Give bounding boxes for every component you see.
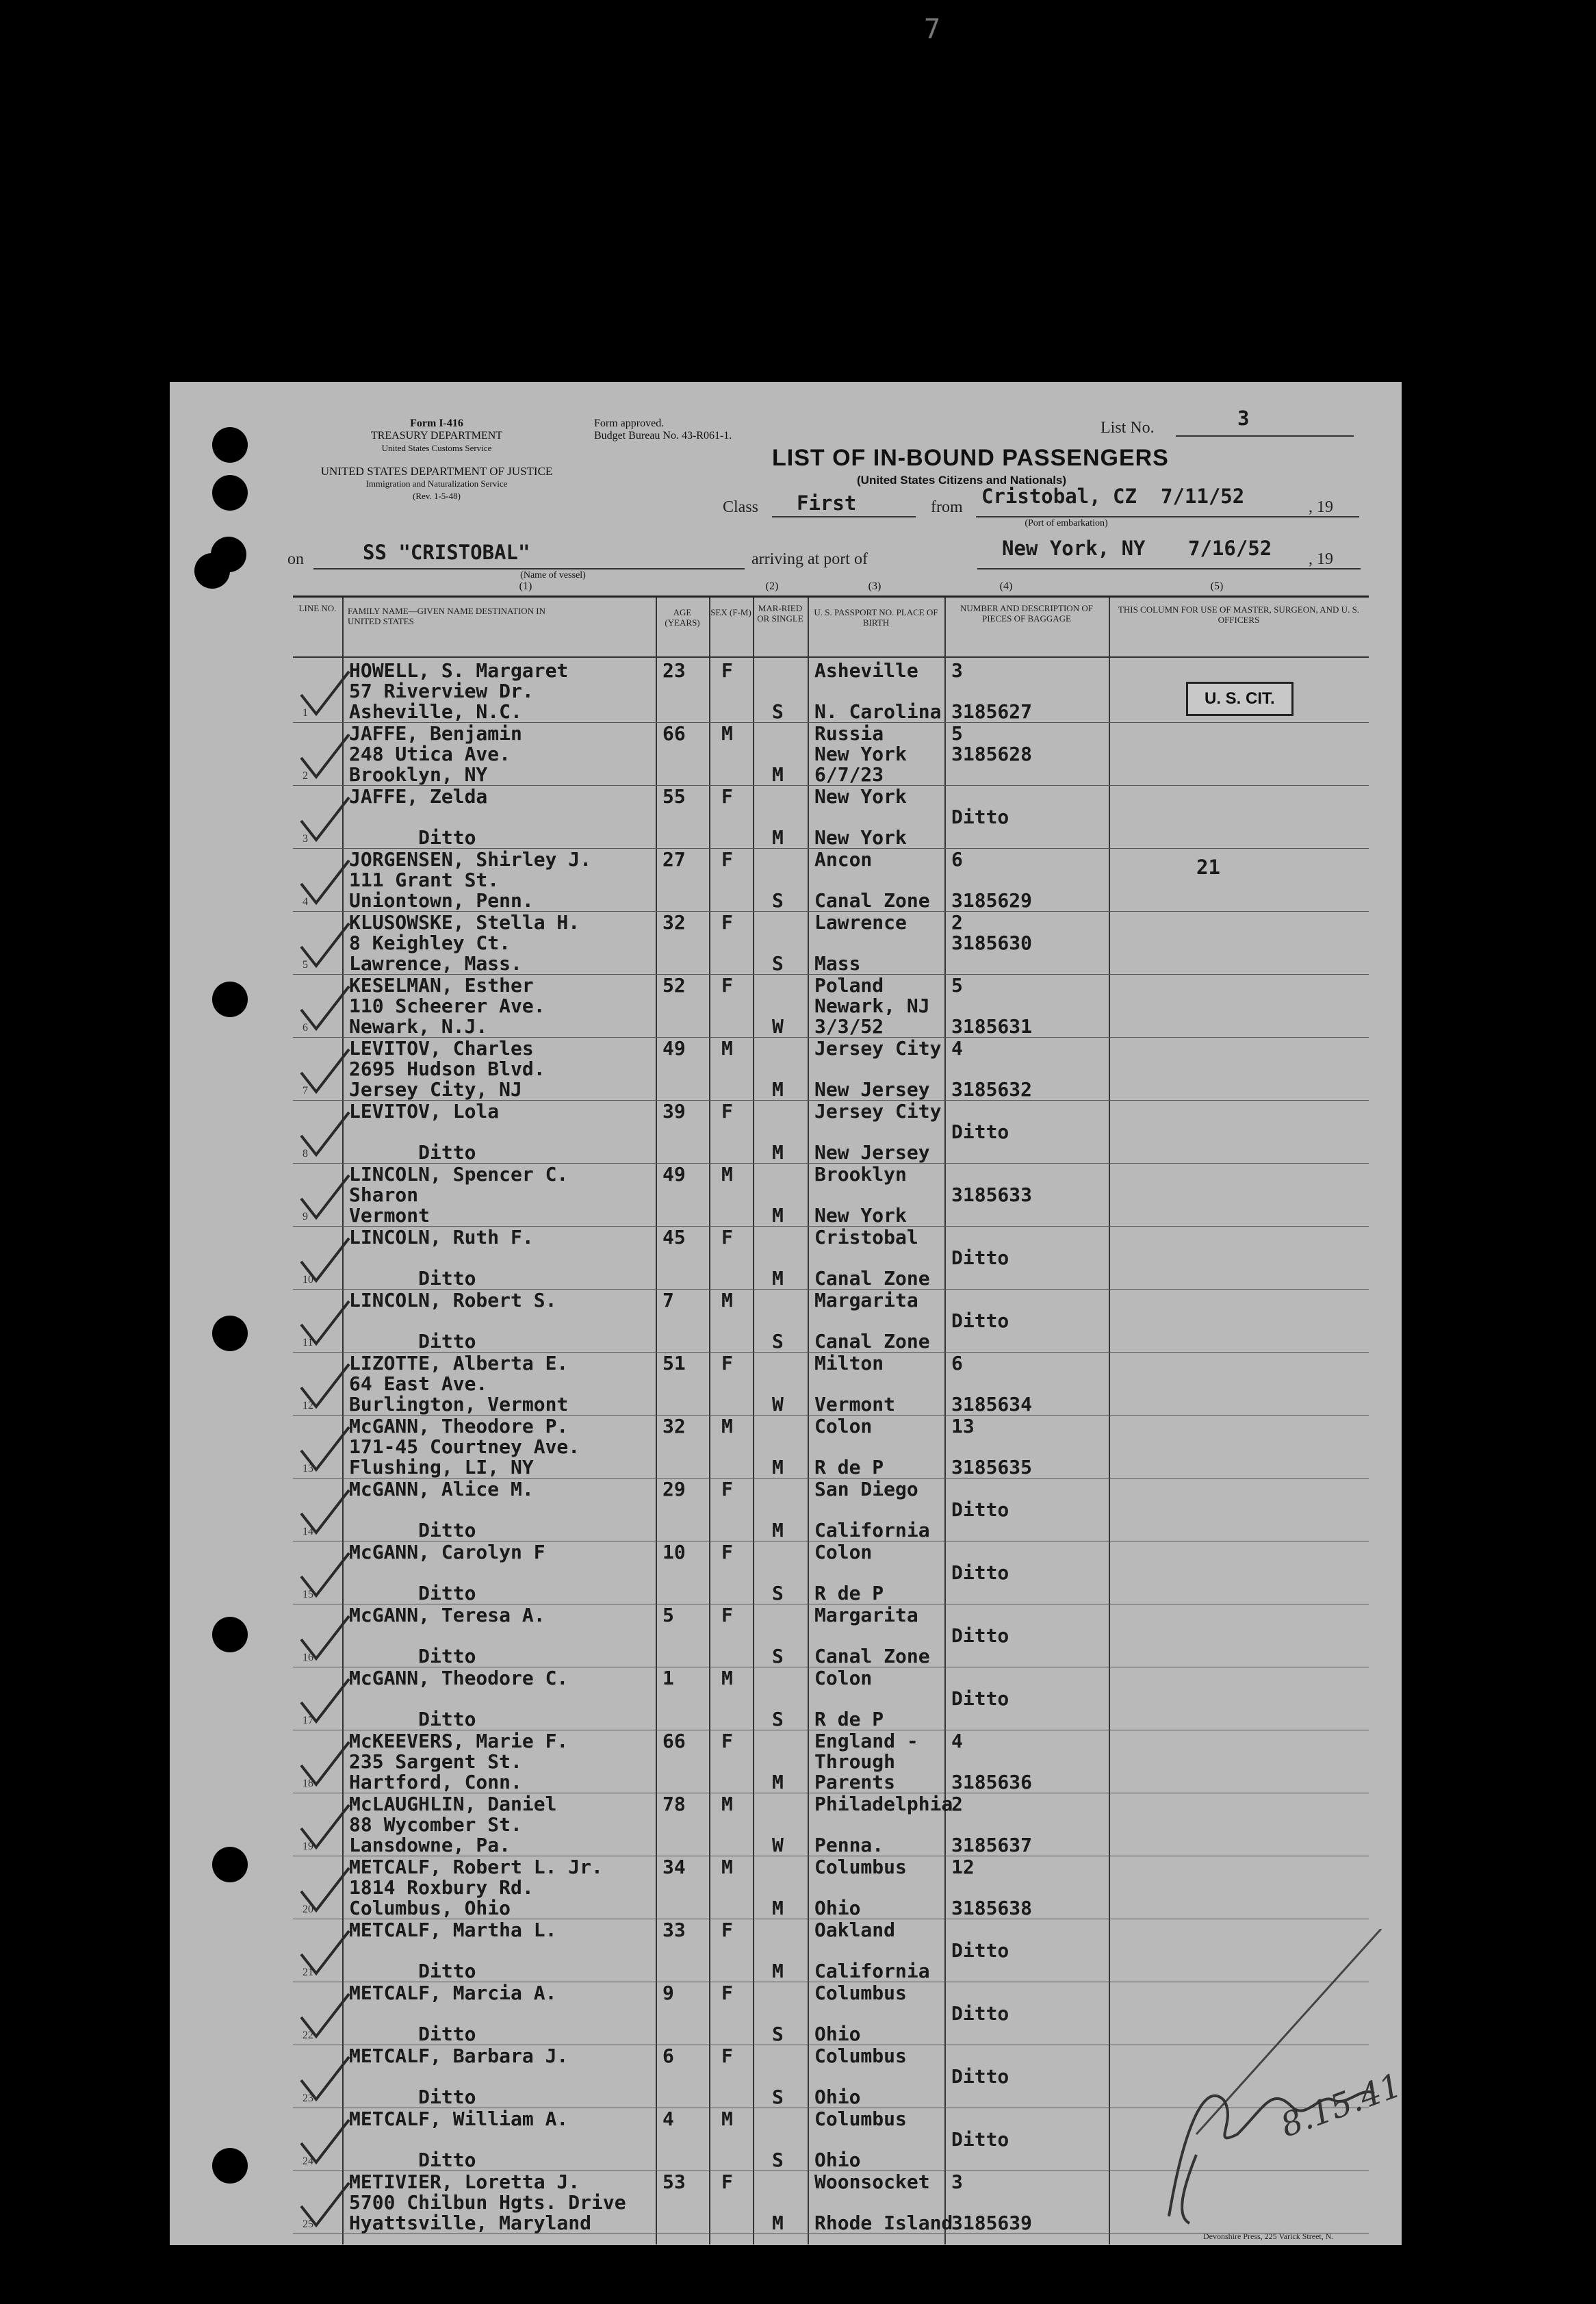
vessel-name: SS "CRISTOBAL" bbox=[363, 541, 530, 564]
passenger-age: 33 bbox=[662, 1919, 686, 1941]
place-of-birth: Cristobal Canal Zone bbox=[814, 1226, 930, 1290]
check-mark-icon bbox=[297, 665, 350, 718]
passenger-sex: M bbox=[721, 1667, 733, 1689]
passenger-manifest-sheet bbox=[170, 382, 1407, 2245]
passenger-name: JAFFE, Benjamin 248 Utica Ave. Brooklyn, NY bbox=[349, 722, 522, 786]
passenger-age: 10 bbox=[662, 1541, 686, 1563]
line-number: 18 bbox=[303, 1778, 313, 1789]
form-approved: Form approved. bbox=[594, 418, 665, 429]
passenger-name: METIVIER, Loretta J. 5700 Chilbun Hgts. Drive Hyattsville, Maryland bbox=[349, 2171, 626, 2234]
passenger-age: 49 bbox=[662, 1037, 686, 1060]
place-of-birth: Jersey City New Jersey bbox=[814, 1037, 942, 1101]
line-number: 8 bbox=[303, 1148, 308, 1160]
line-number: 17 bbox=[303, 1715, 313, 1726]
passenger-age: 6 bbox=[662, 2045, 674, 2067]
from-label: from bbox=[931, 498, 963, 516]
place-of-birth: Columbus Ohio bbox=[814, 2108, 907, 2171]
list-number: 3 bbox=[1237, 407, 1250, 430]
line-number: 9 bbox=[303, 1211, 308, 1223]
check-mark-icon bbox=[297, 791, 350, 844]
passenger-sex: F bbox=[721, 659, 733, 682]
line-number: 1 bbox=[303, 707, 308, 719]
place-of-birth: Milton Vermont bbox=[814, 1352, 896, 1416]
line-number: 6 bbox=[303, 1022, 308, 1034]
form-number: Form I-416 bbox=[410, 418, 463, 429]
vessel-caption: (Name of vessel) bbox=[520, 570, 586, 580]
marital-status: S bbox=[772, 952, 784, 975]
place-of-birth: Ancon Canal Zone bbox=[814, 848, 930, 912]
passenger-name: METCALF, Marcia A. Ditto bbox=[349, 1982, 557, 2045]
check-mark-icon bbox=[297, 1105, 350, 1159]
budget-bureau: Budget Bureau No. 43-R061-1. bbox=[594, 430, 732, 441]
passenger-sex: F bbox=[721, 1226, 733, 1249]
col-num-3: (3) bbox=[868, 580, 881, 592]
header-name: FAMILY NAME—GIVEN NAME DESTINATION IN UNITED STATES bbox=[348, 606, 546, 626]
baggage: 2 3185630 bbox=[951, 911, 1033, 954]
passenger-age: 34 bbox=[662, 1856, 686, 1878]
on-label: on bbox=[287, 550, 304, 568]
header-age: AGE (YEARS) bbox=[665, 607, 700, 628]
treasury-label: TREASURY DEPARTMENT bbox=[370, 430, 503, 441]
place-of-birth: Columbus Ohio bbox=[814, 1982, 907, 2045]
check-mark-icon bbox=[297, 2176, 350, 2229]
marital-status: M bbox=[772, 1204, 784, 1227]
place-of-birth: Philadelphia Penna. bbox=[814, 1793, 953, 1856]
marital-status: S bbox=[772, 1708, 784, 1730]
passenger-sex: F bbox=[721, 1478, 733, 1500]
line-number: 21 bbox=[303, 1967, 313, 1978]
passenger-name: LINCOLN, Robert S. Ditto bbox=[349, 1289, 557, 1353]
table-row bbox=[293, 1730, 1369, 1793]
table-row bbox=[293, 1541, 1369, 1604]
passenger-age: 27 bbox=[662, 848, 686, 871]
place-of-birth: Oakland California bbox=[814, 1919, 930, 1982]
marital-status: M bbox=[772, 1078, 784, 1101]
passenger-sex: F bbox=[721, 2171, 733, 2193]
marital-status: S bbox=[772, 1645, 784, 1667]
passenger-sex: M bbox=[721, 2108, 733, 2130]
header-married: MAR-RIED OR SINGLE bbox=[757, 603, 803, 624]
line-number: 22 bbox=[303, 2030, 313, 2041]
passenger-name: LINCOLN, Spencer C. Sharon Vermont bbox=[349, 1163, 569, 1227]
baggage: Ditto bbox=[951, 1121, 1009, 1143]
passenger-age: 4 bbox=[662, 2108, 674, 2130]
line-number: 13 bbox=[303, 1463, 313, 1474]
baggage: 3185633 bbox=[951, 1183, 1033, 1206]
baggage: 4 3185636 bbox=[951, 1730, 1033, 1793]
marital-status: M bbox=[772, 1267, 784, 1290]
passenger-age: 32 bbox=[662, 1415, 686, 1437]
baggage: Ditto bbox=[951, 2065, 1009, 2088]
passenger-sex: M bbox=[721, 1037, 733, 1060]
baggage: 2 3185637 bbox=[951, 1793, 1033, 1856]
marital-status: S bbox=[772, 2023, 784, 2045]
passenger-sex: M bbox=[721, 722, 733, 745]
check-mark-icon bbox=[297, 1546, 350, 1600]
baggage: 5 3185628 bbox=[951, 722, 1033, 765]
place-of-birth: Woonsocket Rhode Island bbox=[814, 2171, 953, 2234]
arrival-date: 7/16/52 bbox=[1188, 537, 1272, 560]
baggage: 5 3185631 bbox=[951, 974, 1033, 1038]
passenger-sex: F bbox=[721, 911, 733, 934]
check-mark-icon bbox=[297, 1924, 350, 1977]
header-baggage: NUMBER AND DESCRIPTION OF PIECES OF BAGGAGE bbox=[960, 603, 1093, 624]
passenger-name: LINCOLN, Ruth F. Ditto bbox=[349, 1226, 534, 1290]
year-suffix: , 19 bbox=[1309, 498, 1333, 516]
table-row bbox=[293, 1478, 1369, 1541]
baggage: Ditto bbox=[951, 1498, 1009, 1521]
check-mark-icon bbox=[297, 1798, 350, 1852]
top-mark: 7 bbox=[924, 14, 941, 45]
table-row bbox=[293, 1793, 1369, 1856]
passenger-age: 39 bbox=[662, 1100, 686, 1123]
marital-status: M bbox=[772, 1897, 784, 1919]
marital-status: M bbox=[772, 1960, 784, 1982]
passenger-sex: F bbox=[721, 1982, 733, 2004]
place-of-birth: Colon R de P bbox=[814, 1541, 884, 1604]
passenger-name: McGANN, Carolyn F Ditto bbox=[349, 1541, 545, 1604]
form-title: LIST OF IN-BOUND PASSENGERS bbox=[772, 445, 1169, 471]
line-number: 7 bbox=[303, 1085, 308, 1097]
baggage: Ditto bbox=[951, 2002, 1009, 2025]
line-number: 2 bbox=[303, 770, 308, 782]
marital-status: S bbox=[772, 1330, 784, 1353]
marital-status: M bbox=[772, 1141, 784, 1164]
check-mark-icon bbox=[297, 1042, 350, 1096]
baggage: Ditto bbox=[951, 2128, 1009, 2151]
line-number: 24 bbox=[303, 2155, 313, 2167]
marital-status: W bbox=[772, 1393, 784, 1416]
passenger-name: METCALF, William A. Ditto bbox=[349, 2108, 569, 2171]
passenger-name: McGANN, Alice M. Ditto bbox=[349, 1478, 534, 1541]
passenger-sex: M bbox=[721, 1289, 733, 1311]
header-passport: U. S. PASSPORT NO. PLACE OF BIRTH bbox=[814, 607, 938, 628]
table-row bbox=[293, 1226, 1369, 1290]
place-of-birth: Margarita Canal Zone bbox=[814, 1604, 930, 1667]
passenger-sex: F bbox=[721, 1604, 733, 1626]
check-mark-icon bbox=[297, 1483, 350, 1537]
passenger-age: 66 bbox=[662, 1730, 686, 1752]
passenger-age: 29 bbox=[662, 1478, 686, 1500]
passenger-name: McKEEVERS, Marie F. 235 Sargent St. Hartford, Conn. bbox=[349, 1730, 569, 1793]
table-row bbox=[293, 1415, 1369, 1479]
check-mark-icon bbox=[297, 1420, 350, 1474]
passenger-name: HOWELL, S. Margaret 57 Riverview Dr. Asheville, N.C. bbox=[349, 659, 569, 723]
passenger-sex: M bbox=[721, 1415, 733, 1437]
printer-footer: Devonshire Press, 225 Varick Street, N. bbox=[1203, 2231, 1334, 2241]
list-no-label: List No. bbox=[1101, 419, 1155, 437]
binder-hole bbox=[212, 1617, 248, 1652]
table-row bbox=[293, 1604, 1369, 1667]
line-number: 10 bbox=[303, 1274, 313, 1285]
passenger-age: 23 bbox=[662, 659, 686, 682]
customs-label: United States Customs Service bbox=[381, 443, 492, 453]
line-number: 11 bbox=[303, 1337, 313, 1348]
check-mark-icon bbox=[297, 1861, 350, 1915]
baggage: 13 3185635 bbox=[951, 1415, 1033, 1479]
justice-label: UNITED STATES DEPARTMENT OF JUSTICE bbox=[320, 465, 553, 478]
passenger-sex: F bbox=[721, 848, 733, 871]
check-mark-icon bbox=[297, 2050, 350, 2103]
passenger-sex: F bbox=[721, 1919, 733, 1941]
ins-label: Immigration and Naturalization Service bbox=[365, 478, 508, 489]
line-number: 4 bbox=[303, 896, 308, 908]
table-row bbox=[293, 974, 1369, 1038]
table-row bbox=[293, 1100, 1369, 1164]
marital-status: M bbox=[772, 763, 784, 786]
check-mark-icon bbox=[297, 728, 350, 781]
passenger-sex: F bbox=[721, 1100, 733, 1123]
embarkation-port: Cristobal, CZ bbox=[981, 485, 1137, 508]
passenger-age: 7 bbox=[662, 1289, 674, 1311]
table-row bbox=[293, 1163, 1369, 1227]
line-number: 16 bbox=[303, 1652, 313, 1663]
passenger-age: 78 bbox=[662, 1793, 686, 1815]
line-number: 14 bbox=[303, 1526, 313, 1537]
place-of-birth: Colon R de P bbox=[814, 1415, 884, 1479]
passenger-sex: M bbox=[721, 1856, 733, 1878]
baggage: Ditto bbox=[951, 1624, 1009, 1647]
passenger-name: LIZOTTE, Alberta E. 64 East Ave. Burlington, Vermont bbox=[349, 1352, 569, 1416]
passenger-name: McGANN, Theodore P. 171-45 Courtney Ave. Flushing, LI, NY bbox=[349, 1415, 580, 1479]
passenger-sex: F bbox=[721, 1352, 733, 1374]
line-number: 3 bbox=[303, 833, 308, 845]
passenger-sex: M bbox=[721, 1163, 733, 1186]
marital-status: M bbox=[772, 826, 784, 849]
baggage: 12 3185638 bbox=[951, 1856, 1033, 1919]
place-of-birth: Brooklyn New York bbox=[814, 1163, 907, 1227]
place-of-birth: Asheville N. Carolina bbox=[814, 659, 942, 723]
marital-status: S bbox=[772, 889, 784, 912]
col-num-4: (4) bbox=[999, 580, 1013, 592]
embarkation-date: 7/11/52 bbox=[1161, 485, 1245, 508]
baggage: 3 3185627 bbox=[951, 659, 1033, 723]
passenger-name: JAFFE, Zelda Ditto bbox=[349, 785, 488, 849]
passenger-age: 55 bbox=[662, 785, 686, 808]
check-mark-icon bbox=[297, 2113, 350, 2166]
officer-signature bbox=[1155, 1929, 1388, 2230]
passenger-name: KESELMAN, Esther 110 Scheerer Ave. Newark, N.J. bbox=[349, 974, 545, 1038]
rev-label: (Rev. 1-5-48) bbox=[413, 491, 461, 501]
marital-status: S bbox=[772, 1582, 784, 1604]
passenger-age: 49 bbox=[662, 1163, 686, 1186]
check-mark-icon bbox=[297, 1294, 350, 1348]
line-number: 19 bbox=[303, 1841, 313, 1852]
us-citizen-stamp: U. S. CIT. bbox=[1186, 682, 1293, 716]
line-number: 5 bbox=[303, 959, 308, 971]
marital-status: M bbox=[772, 1771, 784, 1793]
baggage: Ditto bbox=[951, 1309, 1009, 1332]
baggage: Ditto bbox=[951, 1687, 1009, 1710]
passenger-sex: F bbox=[721, 1730, 733, 1752]
place-of-birth: New York New York bbox=[814, 785, 907, 849]
passenger-age: 45 bbox=[662, 1226, 686, 1249]
passenger-age: 66 bbox=[662, 722, 686, 745]
baggage: 6 3185634 bbox=[951, 1352, 1033, 1416]
class-label: Class bbox=[723, 498, 759, 516]
marital-status: M bbox=[772, 2212, 784, 2234]
officer-note: 21 bbox=[1196, 856, 1220, 879]
passenger-name: McGANN, Theodore C. Ditto bbox=[349, 1667, 569, 1730]
place-of-birth: Columbus Ohio bbox=[814, 2045, 907, 2108]
passenger-name: JORGENSEN, Shirley J. 111 Grant St. Uniontown, Penn. bbox=[349, 848, 592, 912]
binder-hole bbox=[212, 2148, 248, 2184]
table-row bbox=[293, 785, 1369, 849]
check-mark-icon bbox=[297, 1609, 350, 1663]
marital-status: M bbox=[772, 1456, 784, 1479]
col-num-2: (2) bbox=[765, 580, 779, 592]
baggage: Ditto bbox=[951, 1561, 1009, 1584]
place-of-birth: Poland Newark, NJ 3/3/52 bbox=[814, 974, 930, 1038]
table-row bbox=[293, 1289, 1369, 1353]
check-mark-icon bbox=[297, 1357, 350, 1411]
passenger-sex: F bbox=[721, 2045, 733, 2067]
check-mark-icon bbox=[297, 1672, 350, 1726]
binder-hole bbox=[212, 1847, 248, 1882]
line-number: 20 bbox=[303, 1904, 313, 1915]
passenger-age: 53 bbox=[662, 2171, 686, 2193]
year-suffix-2: , 19 bbox=[1309, 550, 1333, 568]
table-row bbox=[293, 911, 1369, 975]
baggage: Ditto bbox=[951, 1939, 1009, 1962]
check-mark-icon bbox=[297, 1168, 350, 1222]
binder-hole bbox=[212, 427, 248, 463]
passenger-sex: F bbox=[721, 785, 733, 808]
baggage: Ditto bbox=[951, 806, 1009, 828]
marital-status: M bbox=[772, 1519, 784, 1541]
passenger-sex: F bbox=[721, 1541, 733, 1563]
passenger-sex: F bbox=[721, 974, 733, 997]
passenger-age: 5 bbox=[662, 1604, 674, 1626]
header-line-no: LINE NO. bbox=[298, 603, 337, 613]
line-number: 25 bbox=[303, 2218, 313, 2230]
passenger-age: 9 bbox=[662, 1982, 674, 2004]
header-officers: THIS COLUMN FOR USE OF MASTER, SURGEON, AND U. S. OFFICERS bbox=[1118, 604, 1360, 625]
baggage: 4 3185632 bbox=[951, 1037, 1033, 1101]
passenger-age: 1 bbox=[662, 1667, 674, 1689]
line-number: 12 bbox=[303, 1400, 313, 1411]
binder-hole bbox=[212, 982, 248, 1017]
marital-status: W bbox=[772, 1834, 784, 1856]
baggage: 6 3185629 bbox=[951, 848, 1033, 912]
place-of-birth: Columbus Ohio bbox=[814, 1856, 907, 1919]
binder-hole bbox=[211, 537, 246, 572]
passenger-name: KLUSOWSKE, Stella H. 8 Keighley Ct. Lawrence, Mass. bbox=[349, 911, 580, 975]
class-value: First bbox=[797, 491, 857, 515]
passenger-name: METCALF, Martha L. Ditto bbox=[349, 1919, 557, 1982]
place-of-birth: Lawrence Mass bbox=[814, 911, 907, 975]
baggage: Ditto bbox=[951, 1246, 1009, 1269]
marital-status: W bbox=[772, 1015, 784, 1038]
header-sex: SEX (F-M) bbox=[710, 607, 751, 617]
passenger-name: METCALF, Barbara J. Ditto bbox=[349, 2045, 569, 2108]
passenger-sex: M bbox=[721, 1793, 733, 1815]
check-mark-icon bbox=[297, 980, 350, 1033]
col-num-1: (1) bbox=[519, 580, 532, 592]
passenger-name: McLAUGHLIN, Daniel 88 Wycomber St. Lansdowne, Pa. bbox=[349, 1793, 557, 1856]
table-row bbox=[293, 722, 1369, 786]
passenger-name: LEVITOV, Charles 2695 Hudson Blvd. Jersey City, NJ bbox=[349, 1037, 545, 1101]
table-row bbox=[293, 1352, 1369, 1416]
marital-status: S bbox=[772, 700, 784, 723]
passenger-name: LEVITOV, Lola Ditto bbox=[349, 1100, 500, 1164]
binder-hole bbox=[212, 1316, 248, 1351]
embarkation-caption: (Port of embarkation) bbox=[1025, 518, 1108, 528]
arriving-label: arriving at port of bbox=[751, 550, 868, 568]
place-of-birth: Margarita Canal Zone bbox=[814, 1289, 930, 1353]
table-row bbox=[293, 1037, 1369, 1101]
passenger-name: McGANN, Teresa A. Ditto bbox=[349, 1604, 545, 1667]
table-row bbox=[293, 1856, 1369, 1919]
passenger-age: 51 bbox=[662, 1352, 686, 1374]
marital-status: S bbox=[772, 2086, 784, 2108]
place-of-birth: San Diego California bbox=[814, 1478, 930, 1541]
check-mark-icon bbox=[297, 854, 350, 907]
line-number: 15 bbox=[303, 1589, 313, 1600]
check-mark-icon bbox=[297, 1987, 350, 2040]
marital-status: S bbox=[772, 2149, 784, 2171]
binder-hole bbox=[212, 475, 248, 511]
passenger-name: METCALF, Robert L. Jr. 1814 Roxbury Rd. Columbus, Ohio bbox=[349, 1856, 603, 1919]
place-of-birth: England - Through Parents bbox=[814, 1730, 918, 1793]
place-of-birth: Jersey City New Jersey bbox=[814, 1100, 942, 1164]
line-number: 23 bbox=[303, 2092, 313, 2104]
check-mark-icon bbox=[297, 1231, 350, 1285]
place-of-birth: Russia New York 6/7/23 bbox=[814, 722, 907, 786]
table-row bbox=[293, 1667, 1369, 1730]
check-mark-icon bbox=[297, 917, 350, 970]
check-mark-icon bbox=[297, 1735, 350, 1789]
baggage: 3 3185639 bbox=[951, 2171, 1033, 2234]
col-num-5: (5) bbox=[1210, 580, 1224, 592]
arrival-port: New York, NY bbox=[1002, 537, 1146, 560]
form-subtitle: (United States Citizens and Nationals) bbox=[857, 474, 1067, 487]
signature-note: 8.15.41 bbox=[1275, 2066, 1407, 2145]
passenger-age: 52 bbox=[662, 974, 686, 997]
passenger-age: 32 bbox=[662, 911, 686, 934]
place-of-birth: Colon R de P bbox=[814, 1667, 884, 1730]
